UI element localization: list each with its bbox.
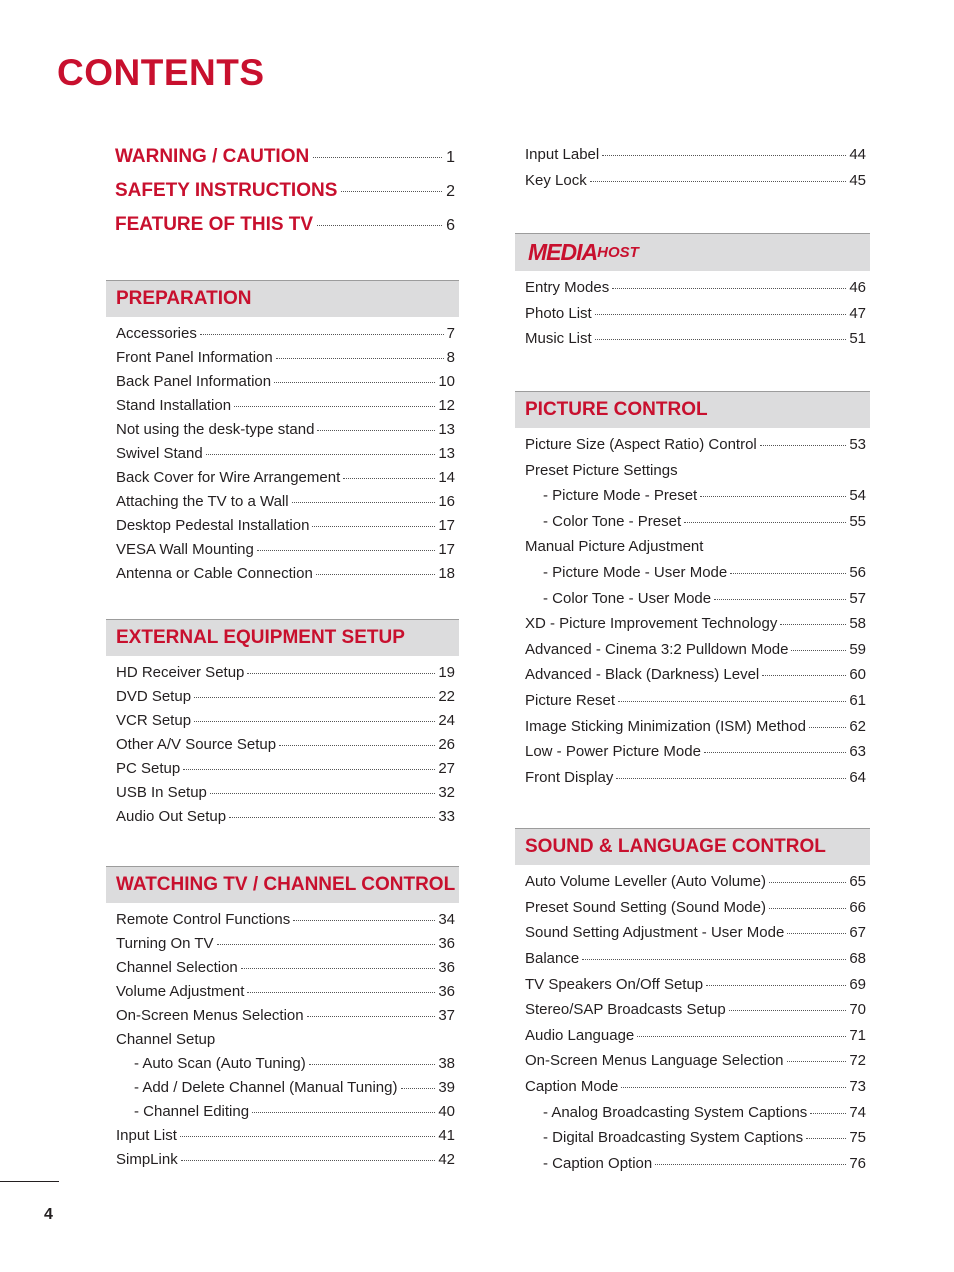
dot-leader (762, 675, 846, 676)
toc-entry-page: 14 (438, 469, 455, 486)
toc-entry-page: 72 (849, 1052, 866, 1070)
entry-list (106, 656, 459, 832)
toc-entry-label: - Analog Broadcasting System Captions (543, 1103, 808, 1121)
toc-entry-label: Attaching the TV to a Wall (116, 493, 289, 510)
toc-top-entry[interactable] (106, 146, 459, 180)
section-watching-tv (106, 866, 459, 1175)
toc-entry-label: Other A/V Source Setup (116, 736, 277, 753)
toc-entry-page: 51 (849, 330, 866, 348)
toc-entry[interactable] (525, 769, 866, 795)
toc-entry-page: 67 (849, 924, 866, 942)
toc-entry-page: 42 (438, 1151, 455, 1168)
toc-entry[interactable] (525, 1155, 866, 1181)
toc-entry[interactable] (116, 445, 455, 469)
toc-entry-page: 7 (446, 325, 455, 342)
left-column (106, 146, 459, 1175)
dot-leader (312, 526, 435, 527)
toc-entry[interactable] (116, 664, 455, 688)
dot-leader (612, 288, 846, 289)
toc-entry-page: 18 (438, 565, 455, 582)
dot-leader (810, 1113, 846, 1114)
toc-top-page: 2 (446, 183, 455, 200)
dot-leader (590, 181, 847, 182)
toc-entry-page: 60 (849, 666, 866, 684)
toc-entry[interactable] (525, 641, 866, 667)
toc-entry-label: - Auto Scan (Auto Tuning) (134, 1055, 306, 1072)
toc-entry[interactable] (525, 172, 866, 198)
toc-entry[interactable] (116, 688, 455, 712)
toc-top-entry[interactable] (106, 214, 459, 248)
toc-entry-page: 33 (438, 808, 455, 825)
toc-entry[interactable] (525, 899, 866, 925)
dot-leader (194, 697, 435, 698)
toc-entry[interactable] (116, 935, 455, 959)
toc-entry[interactable] (525, 692, 866, 718)
dot-leader (618, 701, 846, 702)
right-column (515, 146, 870, 1180)
toc-entry-label: Input Label (525, 146, 600, 163)
mediahost-logo-sub: HOST (597, 244, 639, 262)
toc-entry-page: 58 (849, 615, 866, 633)
toc-entry[interactable] (525, 462, 866, 488)
toc-entry[interactable] (525, 743, 866, 769)
toc-entry-page: 54 (849, 487, 866, 505)
toc-entry-label: - Add / Delete Channel (Manual Tuning) (134, 1079, 398, 1096)
dot-leader (307, 1016, 436, 1017)
toc-entry[interactable] (525, 1052, 866, 1078)
toc-entry-label: HD Receiver Setup (116, 664, 245, 681)
toc-entry[interactable] (116, 1127, 455, 1151)
toc-entry-page: 64 (849, 768, 866, 786)
entry-list (515, 146, 870, 197)
dot-leader (217, 944, 436, 945)
section-header: PREPARATION (106, 280, 459, 317)
dot-leader (637, 1036, 846, 1037)
toc-entry-page: 61 (849, 691, 866, 709)
dot-leader (276, 358, 444, 359)
dot-leader (602, 155, 846, 156)
toc-entry-page: 75 (849, 1129, 866, 1147)
toc-entry-label: Remote Control Functions (116, 911, 291, 928)
toc-entry[interactable] (525, 666, 866, 692)
toc-entry-label: Stereo/SAP Broadcasts Setup (525, 1001, 726, 1019)
section-header: PICTURE CONTROL (515, 391, 870, 428)
dot-leader (787, 933, 846, 934)
toc-entry-label: - Color Tone - User Mode (543, 589, 712, 607)
dot-leader (317, 430, 435, 431)
toc-entry-label: On-Screen Menus Selection (116, 1007, 304, 1024)
toc-entry[interactable] (116, 469, 455, 493)
dot-leader (309, 1064, 436, 1065)
dot-leader (279, 745, 435, 746)
dot-leader (210, 793, 435, 794)
toc-entry[interactable] (525, 1001, 866, 1027)
toc-entry-page: 17 (438, 541, 455, 558)
toc-top-entry[interactable] (106, 180, 459, 214)
toc-entry-label: Preset Picture Settings (525, 461, 678, 479)
section-header: WATCHING TV / CHANNEL CONTROL (106, 866, 459, 903)
toc-entry[interactable] (116, 325, 455, 349)
dot-leader (343, 478, 435, 479)
toc-entry[interactable] (525, 436, 866, 462)
dot-leader (729, 1010, 847, 1011)
toc-entry-label: Low - Power Picture Mode (525, 743, 701, 761)
dot-leader (183, 769, 435, 770)
toc-entry-page: 66 (849, 898, 866, 916)
toc-entry-label: Manual Picture Adjustment (525, 538, 704, 556)
dot-leader (313, 157, 442, 158)
toc-entry-label: Image Sticking Minimization (ISM) Method (525, 717, 806, 735)
toc-entry[interactable] (116, 493, 455, 517)
toc-entry-page: 40 (438, 1103, 455, 1120)
toc-entry-page: 65 (849, 873, 866, 891)
dot-leader (700, 496, 846, 497)
toc-entry-page: 41 (438, 1127, 455, 1144)
toc-entry-label: Picture Reset (525, 691, 616, 709)
toc-entry-label: Antenna or Cable Connection (116, 565, 313, 582)
dot-leader (401, 1088, 436, 1089)
toc-entry-label: XD - Picture Improvement Technology (525, 615, 778, 633)
dot-leader (194, 721, 435, 722)
toc-entry-page: 27 (438, 760, 455, 777)
toc-entry-page: 38 (438, 1055, 455, 1072)
dot-leader (316, 574, 436, 575)
toc-entry-label: On-Screen Menus Language Selection (525, 1052, 784, 1070)
toc-entry[interactable] (525, 564, 866, 590)
toc-entry[interactable] (525, 950, 866, 976)
toc-entry-label: Advanced - Black (Darkness) Level (525, 666, 760, 684)
dot-leader (292, 502, 436, 503)
dot-leader (769, 908, 846, 909)
toc-entry-label: Channel Setup (116, 1031, 216, 1048)
dot-leader (200, 334, 444, 335)
toc-entry-label: Music List (525, 330, 592, 348)
mediahost-logo-main: MEDIA (528, 239, 598, 266)
toc-entry[interactable] (525, 1027, 866, 1053)
toc-entry-page: 34 (438, 911, 455, 928)
dot-leader (252, 1112, 435, 1113)
section-sound-language (515, 828, 870, 1180)
toc-entry-page: 16 (438, 493, 455, 510)
toc-entry-label: VESA Wall Mounting (116, 541, 254, 558)
toc-entry-page: 36 (438, 959, 455, 976)
toc-entry-page: 74 (849, 1103, 866, 1121)
section-header (515, 233, 870, 271)
dot-leader (247, 992, 435, 993)
section-preparation (106, 280, 459, 589)
toc-entry[interactable] (116, 983, 455, 1007)
toc-entry-label: USB In Setup (116, 784, 207, 801)
toc-entry-label: Picture Size (Aspect Ratio) Control (525, 435, 757, 453)
dot-leader (241, 968, 436, 969)
toc-entry[interactable] (116, 712, 455, 736)
toc-entry-label: Balance (525, 950, 580, 968)
toc-entry-label: Desktop Pedestal Installation (116, 517, 310, 534)
entry-list (515, 428, 870, 794)
toc-entry-label: Turning On TV (116, 935, 214, 952)
toc-entry-page: 56 (849, 563, 866, 581)
toc-entry-label: Advanced - Cinema 3:2 Pulldown Mode (525, 640, 789, 658)
toc-entry[interactable] (116, 1007, 455, 1031)
toc-entry-page: 44 (849, 146, 866, 163)
toc-entry-page: 68 (849, 950, 866, 968)
toc-entry-page: 13 (438, 445, 455, 462)
toc-entry[interactable] (525, 279, 866, 305)
toc-entry-page: 32 (438, 784, 455, 801)
section-header: SOUND & LANGUAGE CONTROL (515, 828, 870, 865)
toc-entry-page: 19 (438, 664, 455, 681)
toc-entry-page: 45 (849, 171, 866, 189)
entry-list (106, 903, 459, 1175)
dot-leader (655, 1164, 846, 1165)
toc-entry[interactable] (525, 873, 866, 899)
toc-entry[interactable] (525, 1078, 866, 1104)
toc-entry-label: Input List (116, 1127, 177, 1144)
toc-entry[interactable] (116, 541, 455, 565)
toc-entry-page: 57 (849, 589, 866, 607)
toc-entry-label: Back Panel Information (116, 373, 272, 390)
dot-leader (730, 573, 846, 574)
toc-entry-page: 76 (849, 1154, 866, 1172)
toc-entry-page: 73 (849, 1078, 866, 1096)
toc-entry[interactable] (525, 305, 866, 331)
entry-list (515, 271, 870, 356)
section-picture-control (515, 391, 870, 794)
toc-entry[interactable] (525, 615, 866, 641)
dot-leader (760, 445, 847, 446)
toc-entry[interactable] (116, 517, 455, 541)
toc-entry[interactable] (116, 808, 455, 832)
dot-leader (809, 727, 846, 728)
toc-entry-label: - Picture Mode - User Mode (543, 563, 728, 581)
section-mediahost (515, 233, 870, 356)
toc-entry-label: Front Display (525, 768, 614, 786)
toc-entry-page: 26 (438, 736, 455, 753)
toc-entry[interactable] (116, 565, 455, 589)
toc-entry-label: TV Speakers On/Off Setup (525, 975, 704, 993)
dot-leader (181, 1160, 436, 1161)
section-external-equipment (106, 619, 459, 832)
toc-entry-label: - Caption Option (543, 1154, 653, 1172)
toc-entry-label: - Channel Editing (134, 1103, 250, 1120)
toc-entry[interactable] (525, 718, 866, 744)
toc-entry[interactable] (525, 1104, 866, 1130)
toc-entry-label: VCR Setup (116, 712, 192, 729)
toc-entry-page: 55 (849, 512, 866, 530)
dot-leader (274, 382, 435, 383)
toc-entry-page: 12 (438, 397, 455, 414)
toc-entry[interactable] (116, 373, 455, 397)
toc-entry-page: 36 (438, 983, 455, 1000)
toc-entry-page: 69 (849, 975, 866, 993)
toc-entry-page: 17 (438, 517, 455, 534)
toc-entry-page: 13 (438, 421, 455, 438)
toc-entry[interactable] (116, 1151, 455, 1175)
toc-entry[interactable] (116, 397, 455, 421)
toc-entry[interactable] (116, 1055, 455, 1079)
toc-entry-page: 47 (849, 304, 866, 322)
dot-leader (769, 882, 846, 883)
toc-entry[interactable] (116, 1103, 455, 1127)
toc-entry-label: Entry Modes (525, 279, 610, 297)
toc-entry-label: Sound Setting Adjustment - User Mode (525, 924, 785, 942)
toc-entry-page: 70 (849, 1001, 866, 1019)
dot-leader (247, 673, 435, 674)
toc-top-page: 6 (446, 217, 455, 234)
dot-leader (684, 522, 846, 523)
toc-entry[interactable] (116, 421, 455, 445)
toc-entry[interactable] (116, 349, 455, 373)
toc-entry-label: Caption Mode (525, 1078, 619, 1096)
toc-entry[interactable] (525, 146, 866, 172)
toc-entry-label: Channel Selection (116, 959, 238, 976)
toc-entry-label: Stand Installation (116, 397, 232, 414)
toc-entry-label: Back Cover for Wire Arrangement (116, 469, 341, 486)
toc-entry-label: Not using the desk-type stand (116, 421, 315, 438)
dot-leader (229, 817, 435, 818)
toc-entry-label: Audio Language (525, 1026, 635, 1044)
toc-entry-label: Accessories (116, 325, 197, 342)
entry-list (106, 317, 459, 589)
dot-leader (341, 191, 442, 192)
toc-entry[interactable] (525, 1129, 866, 1155)
dot-leader (714, 599, 846, 600)
page-number: 4 (44, 1206, 53, 1223)
dot-leader (257, 550, 435, 551)
toc-top-label: WARNING / CAUTION (115, 146, 310, 167)
toc-entry-page: 37 (438, 1007, 455, 1024)
dot-leader (787, 1061, 847, 1062)
toc-entry-page: 36 (438, 935, 455, 952)
dot-leader (791, 650, 846, 651)
toc-entry-label: - Picture Mode - Preset (543, 487, 698, 505)
toc-entry-page: 71 (849, 1026, 866, 1044)
dot-leader (180, 1136, 435, 1137)
toc-entry[interactable] (116, 784, 455, 808)
toc-entry-label: Volume Adjustment (116, 983, 245, 1000)
toc-entry[interactable] (525, 590, 866, 616)
toc-entry[interactable] (116, 911, 455, 935)
dot-leader (704, 752, 846, 753)
toc-entry[interactable] (116, 736, 455, 760)
toc-entry[interactable] (116, 760, 455, 784)
dot-leader (317, 225, 442, 226)
toc-top-page: 1 (446, 149, 455, 166)
toc-entry-page: 22 (438, 688, 455, 705)
dot-leader (234, 406, 435, 407)
toc-entry-page: 8 (446, 349, 455, 366)
top-entries (106, 146, 459, 248)
toc-entry-label: Photo List (525, 304, 592, 322)
toc-entry-label: Audio Out Setup (116, 808, 227, 825)
toc-entry[interactable] (525, 538, 866, 564)
page-title: CONTENTS (57, 52, 265, 93)
dot-leader (621, 1087, 846, 1088)
toc-entry[interactable] (525, 330, 866, 356)
toc-entry[interactable] (525, 976, 866, 1002)
toc-entry[interactable] (116, 959, 455, 983)
toc-top-label: SAFETY INSTRUCTIONS (115, 180, 338, 201)
section-header: EXTERNAL EQUIPMENT SETUP (106, 619, 459, 656)
dot-leader (293, 920, 435, 921)
dot-leader (806, 1138, 846, 1139)
toc-entry-label: Auto Volume Leveller (Auto Volume) (525, 873, 766, 891)
toc-entry-label: Swivel Stand (116, 445, 203, 462)
dot-leader (206, 454, 436, 455)
toc-entry-label: Front Panel Information (116, 349, 273, 366)
toc-entry-label: DVD Setup (116, 688, 192, 705)
toc-entry-page: 62 (849, 717, 866, 735)
toc-entry-page: 46 (849, 279, 866, 297)
entry-list (515, 865, 870, 1180)
toc-entry[interactable] (525, 513, 866, 539)
toc-entry-label: - Color Tone - Preset (543, 512, 682, 530)
toc-entry-page: 53 (849, 435, 866, 453)
toc-entry[interactable] (525, 924, 866, 950)
toc-entry-page: 39 (438, 1079, 455, 1096)
toc-entry-page: 59 (849, 640, 866, 658)
dot-leader (595, 339, 847, 340)
toc-entry-label: PC Setup (116, 760, 181, 777)
dot-leader (595, 314, 847, 315)
dot-leader (780, 624, 846, 625)
toc-entry-label: SimpLink (116, 1151, 178, 1168)
toc-entry-page: 24 (438, 712, 455, 729)
toc-entry-label: - Digital Broadcasting System Captions (543, 1129, 804, 1147)
dot-leader (582, 959, 846, 960)
dot-leader (706, 985, 846, 986)
toc-entry-page: 10 (438, 373, 455, 390)
footer-rule (0, 1181, 59, 1182)
toc-entry-page: 63 (849, 743, 866, 761)
toc-entry[interactable] (116, 1079, 455, 1103)
toc-entry-label: Key Lock (525, 171, 587, 189)
toc-entry[interactable] (116, 1031, 455, 1055)
dot-leader (616, 778, 846, 779)
toc-entry[interactable] (525, 487, 866, 513)
toc-top-label: FEATURE OF THIS TV (115, 214, 314, 235)
toc-entry-label: Preset Sound Setting (Sound Mode) (525, 898, 766, 916)
